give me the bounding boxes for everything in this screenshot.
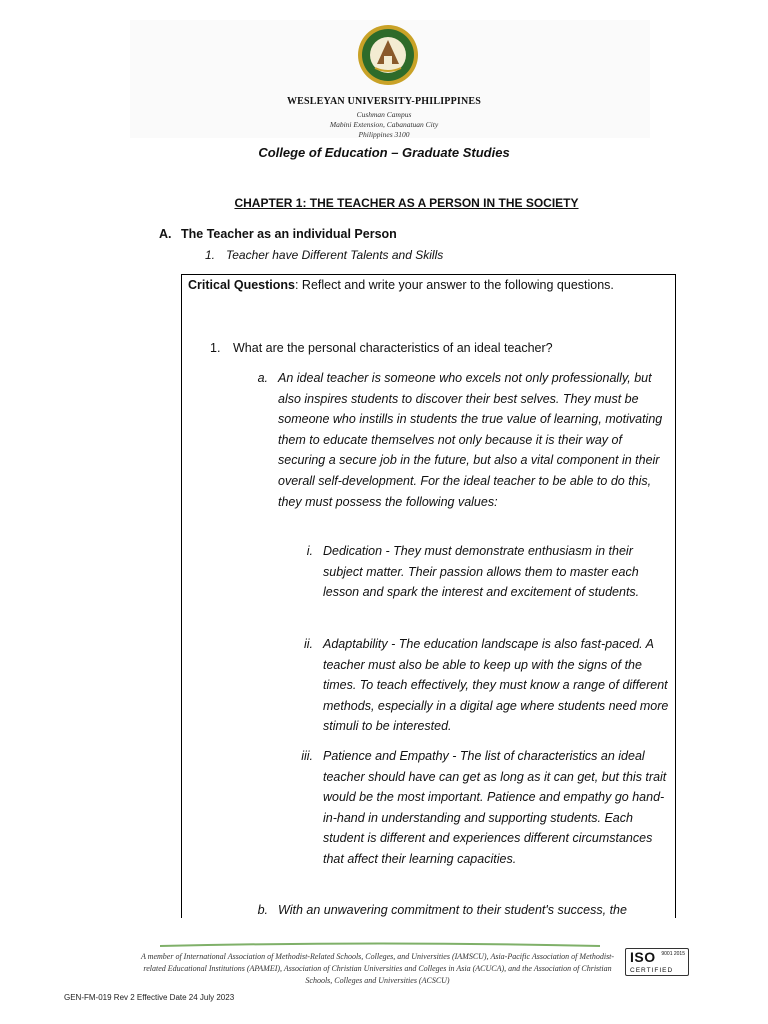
- footer-decorative-line: [160, 942, 600, 948]
- answer-b-text: With an unwavering commitment to their student's success, the: [278, 903, 627, 917]
- university-seal-icon: [357, 24, 419, 86]
- subsection-label: 1.: [205, 248, 216, 262]
- question-label: 1.: [210, 341, 221, 355]
- postal-line: Philippines 3100: [358, 130, 410, 139]
- value-ii-label: ii.: [303, 637, 313, 651]
- document-code: GEN-FM-019 Rev 2 Effective Date 24 July 2023: [64, 993, 235, 1002]
- campus-name: Cushman Campus: [356, 110, 412, 119]
- section-heading: [159, 227, 397, 241]
- value-i-label: i.: [306, 544, 313, 558]
- value-iii-label: iii.: [301, 749, 313, 763]
- subsection-heading: [205, 248, 443, 262]
- iso-word: ISO: [630, 949, 656, 965]
- footer-membership-text: A member of International Association of Methodist-Related Schools, Colleges, and Universities (IAMSCU), Asia-Pacific Association of Methodist-related Educational Institutions (APAMEI), Association of Christian Universities and Colleges in Asia (ACUCA), and the Association of Christian Schools, Colleges and Universities (ACSCU): [140, 952, 615, 985]
- value-i-text: Dedication - They must demonstrate enthusiasm in their subject matter. Their passion allows them to master each lesson and spark the interest and excitement of students.: [323, 544, 640, 600]
- question-text: What are the personal characteristics of an ideal teacher?: [233, 341, 553, 355]
- value-ii-text: Adaptability - The education landscape is also fast-paced. A teacher must also be able to keep up with the signs of the times. To teach effectively, they must know a range of different methods, especially in a digital age where students need more stimuli to be interested.: [323, 637, 669, 734]
- section-label: A.: [159, 227, 172, 241]
- chapter-title: CHAPTER 1: THE TEACHER AS A PERSON IN THE SOCIETY: [234, 196, 579, 210]
- section-title: The Teacher as an individual Person: [181, 227, 397, 241]
- critical-questions-line: [188, 278, 614, 292]
- question-1: [210, 341, 553, 355]
- iso-certified-text: CERTIFIED: [630, 967, 674, 974]
- value-iii-text: Patience and Empathy - The list of characteristics an ideal teacher should have can get as long as it can get, but this trait would be the most important. Patience and empathy go hand-in-hand in understanding and supporting students. Each student is different and experiences different circumstances that affect their learning capacities.: [323, 749, 667, 866]
- subsection-title: Teacher have Different Talents and Skills: [226, 248, 444, 262]
- answer-a-label: a.: [257, 371, 268, 385]
- critical-questions-label: Critical Questions: [188, 278, 295, 292]
- answer-b-label: b.: [257, 903, 268, 917]
- iso-certified-badge: [625, 948, 689, 976]
- college-title: College of Education – Graduate Studies: [258, 145, 510, 160]
- answer-a-text: An ideal teacher is someone who excels not only professionally, but also inspires students to discover their best selves. They must be someone who instills in students the true value of learning, motivating them to educate themselves not only because it is their way of securing a secure job in the future, but also a vital component in their overall self-development. For the ideal teacher to be able to do this, they must possess the following values:: [278, 371, 663, 509]
- university-name: WESLEYAN UNIVERSITY-PHILIPPINES: [286, 96, 482, 107]
- campus-address: Mabini Extension, Cabanatuan City: [329, 120, 439, 129]
- critical-questions-instruction: : Reflect and write your answer to the following questions.: [294, 278, 614, 292]
- iso-number: 9001 2015: [661, 951, 685, 957]
